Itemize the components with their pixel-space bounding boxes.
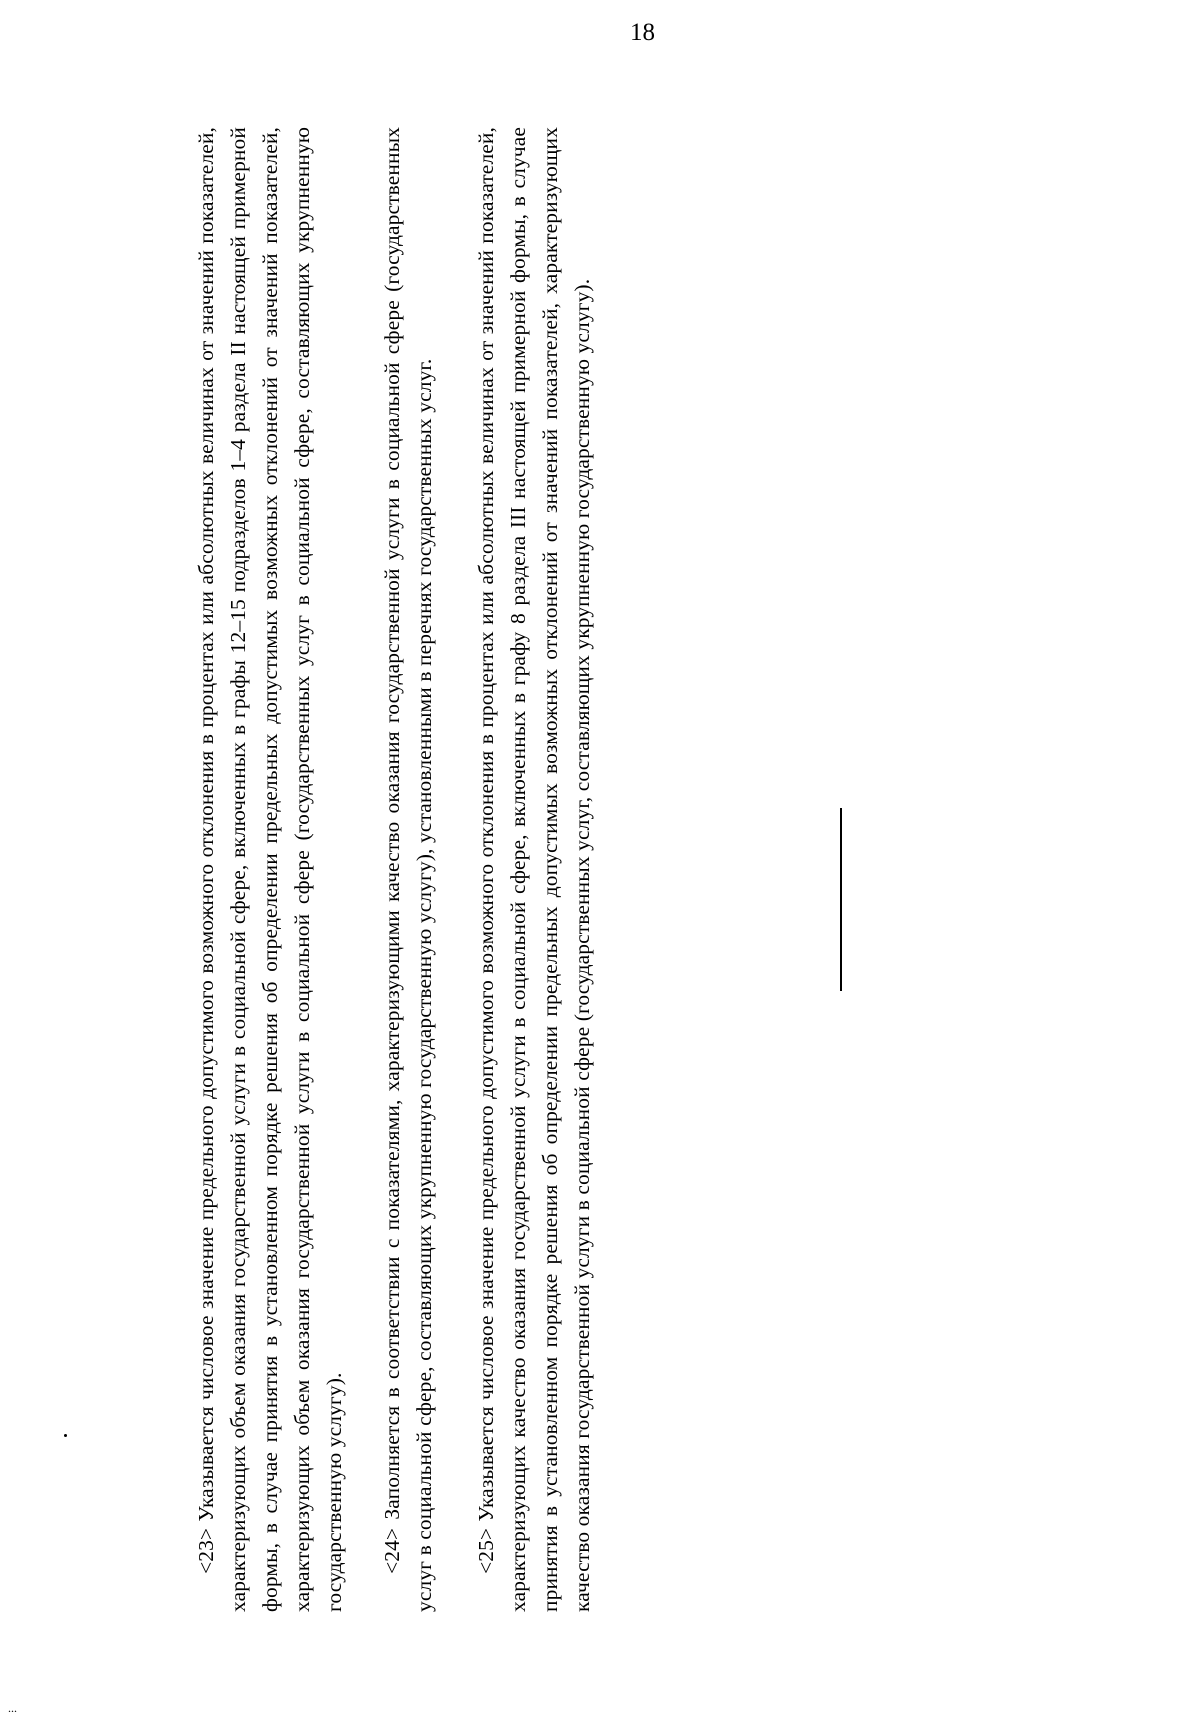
scan-corner-marks: ... bbox=[8, 1701, 17, 1715]
page-number: 18 bbox=[630, 19, 655, 46]
footnote-25: <25> Указывается числовое значение предельного допустимого возможного отклонения в процентах или абсолютных величинах от значений показателей, характеризующих качество оказания государственной услуги в социальной сфере, включенных в графу 8 раздела III настоящей примерной формы, в случае принятия в установленном порядке решения об определении предельных допустимых возможных отклонений от значений показателей, характеризующих качество оказания государственной услуги в социальной сфере (государственных услуг, составляющих укрупненную государственную услугу). bbox=[474, 127, 594, 1612]
paragraph-gap bbox=[440, 127, 470, 1612]
scan-artifact-dot bbox=[64, 1434, 67, 1437]
paragraph-gap bbox=[350, 127, 376, 1612]
footnote-23: <23> Указывается числовое значение предельного допустимого возможного отклонения в процентах или абсолютных величинах от значений показателей, характеризующих объем оказания государственной услуги в социальной сфере, включенных в графы 12–15 подразделов 1–4 раздела II настоящей примерной формы, в случае принятия в установленном порядке решения об определении предельных допустимых возможных отклонений от значений показателей, характеризующих объем оказания государственной услуги в социальной сфере (государственных услуг в социальной сфере, составляющих укрупненную государственную услугу). bbox=[194, 127, 346, 1612]
footnotes-block bbox=[190, 127, 598, 1612]
end-separator-line bbox=[840, 808, 842, 991]
footnote-24: <24> Заполняется в соответствии с показателями, характеризующими качество оказания государственной услуги в социальной сфере (государственных услуг в социальной сфере, составляющих укрупненную государственную услугу), установленными в перечнях государственных услуг. bbox=[380, 127, 436, 1612]
